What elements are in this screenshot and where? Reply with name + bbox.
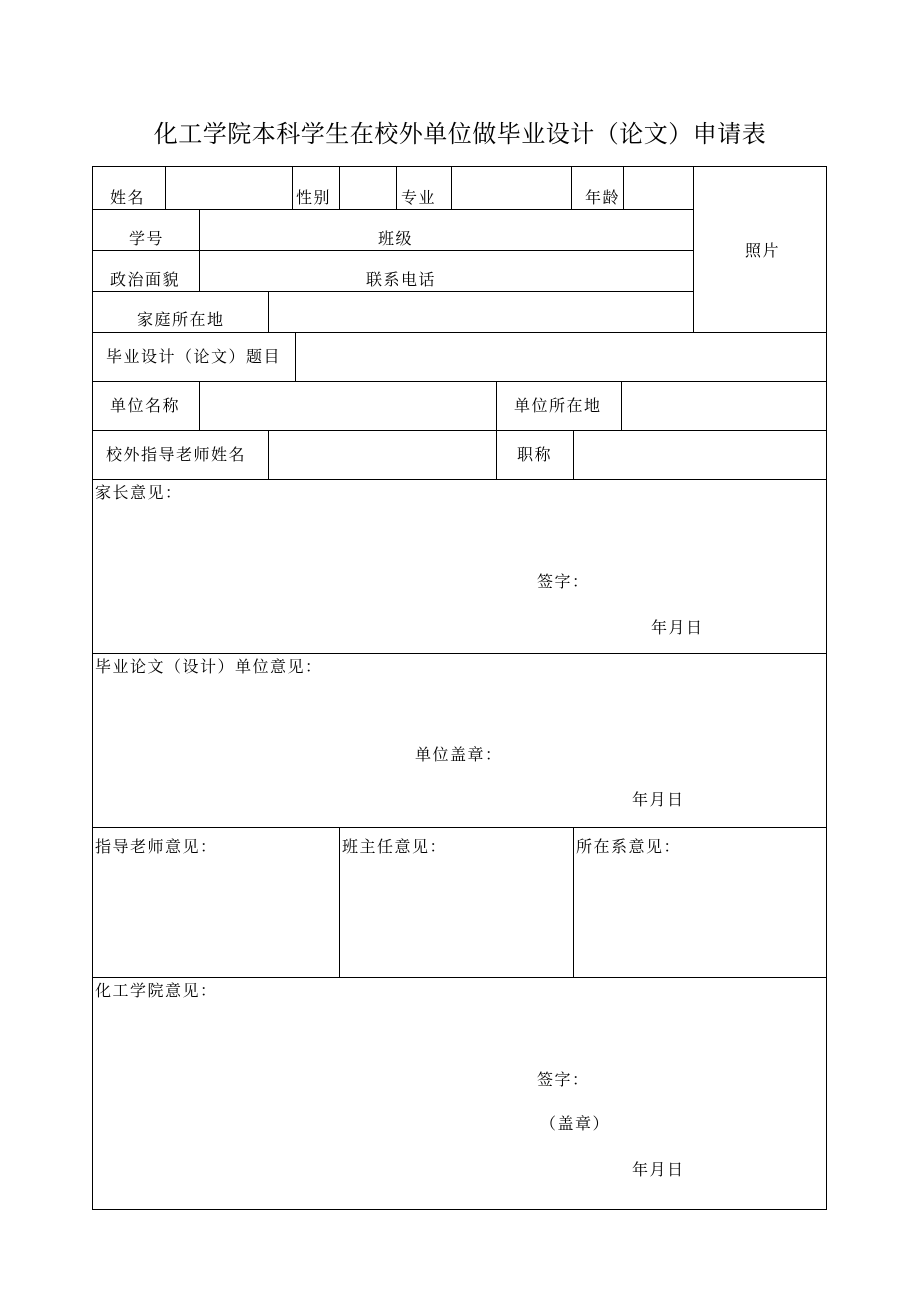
- column-divider: [496, 381, 497, 430]
- gender-label: 性别: [296, 188, 332, 207]
- form-title: 化工学院本科学生在校外单位做毕业设计（论文）申请表: [153, 120, 767, 148]
- unit-seal-label: 单位盖章：: [415, 745, 503, 764]
- column-divider: [199, 209, 200, 291]
- border-top: [92, 166, 827, 167]
- column-divider: [268, 291, 269, 332]
- column-divider: [451, 166, 452, 209]
- column-divider: [573, 827, 574, 977]
- photo-label: 照片: [745, 241, 781, 260]
- unit-opinion-label: 毕业论文（设计）单位意见：: [95, 657, 323, 676]
- column-divider: [571, 166, 572, 209]
- parent-opinion-label: 家长意见：: [95, 483, 183, 502]
- parent-date-label: 年月日: [651, 618, 704, 637]
- row-divider: [92, 977, 827, 978]
- border-right: [826, 166, 827, 1210]
- department-opinion-label: 所在系意见：: [576, 837, 682, 856]
- name-label: 姓名: [110, 188, 146, 207]
- row-divider: [92, 430, 827, 431]
- college-signature-label: 签字：: [537, 1070, 590, 1089]
- parent-signature-label: 签字：: [537, 572, 590, 591]
- column-divider: [292, 166, 293, 209]
- column-divider: [573, 430, 574, 479]
- column-divider: [199, 381, 200, 430]
- headteacher-opinion-label: 班主任意见：: [342, 837, 448, 856]
- column-divider: [165, 166, 166, 209]
- column-divider: [339, 166, 340, 209]
- row-divider: [92, 479, 827, 480]
- age-label: 年龄: [585, 188, 621, 207]
- political-status-label: 政治面貌: [110, 270, 181, 289]
- external-advisor-label: 校外指导老师姓名: [106, 445, 247, 464]
- photo-divider: [693, 166, 694, 332]
- border-left: [92, 166, 93, 1210]
- class-label: 班级: [378, 229, 414, 248]
- column-divider: [623, 166, 624, 209]
- unit-date-label: 年月日: [632, 790, 685, 809]
- unit-location-label: 单位所在地: [514, 396, 602, 415]
- column-divider: [339, 827, 340, 977]
- row-divider: [92, 827, 827, 828]
- column-divider: [396, 166, 397, 209]
- row-divider: [92, 381, 827, 382]
- college-opinion-label: 化工学院意见：: [95, 981, 218, 1000]
- unit-name-label: 单位名称: [110, 396, 181, 415]
- student-id-label: 学号: [129, 229, 165, 248]
- phone-label: 联系电话: [366, 270, 437, 289]
- major-label: 专业: [401, 188, 437, 207]
- row-divider: [92, 653, 827, 654]
- row-divider: [92, 250, 694, 251]
- home-address-label: 家庭所在地: [137, 310, 225, 329]
- row-divider: [92, 291, 694, 292]
- thesis-title-label: 毕业设计（论文）题目: [106, 347, 282, 366]
- job-title-label: 职称: [517, 445, 553, 464]
- column-divider: [496, 430, 497, 479]
- row-divider: [92, 332, 827, 333]
- border-bottom: [92, 1209, 827, 1210]
- column-divider: [621, 381, 622, 430]
- college-seal-label: （盖章）: [540, 1114, 611, 1133]
- column-divider: [295, 332, 296, 381]
- column-divider: [268, 430, 269, 479]
- row-divider: [92, 209, 694, 210]
- advisor-opinion-label: 指导老师意见：: [95, 837, 218, 856]
- college-date-label: 年月日: [632, 1160, 685, 1179]
